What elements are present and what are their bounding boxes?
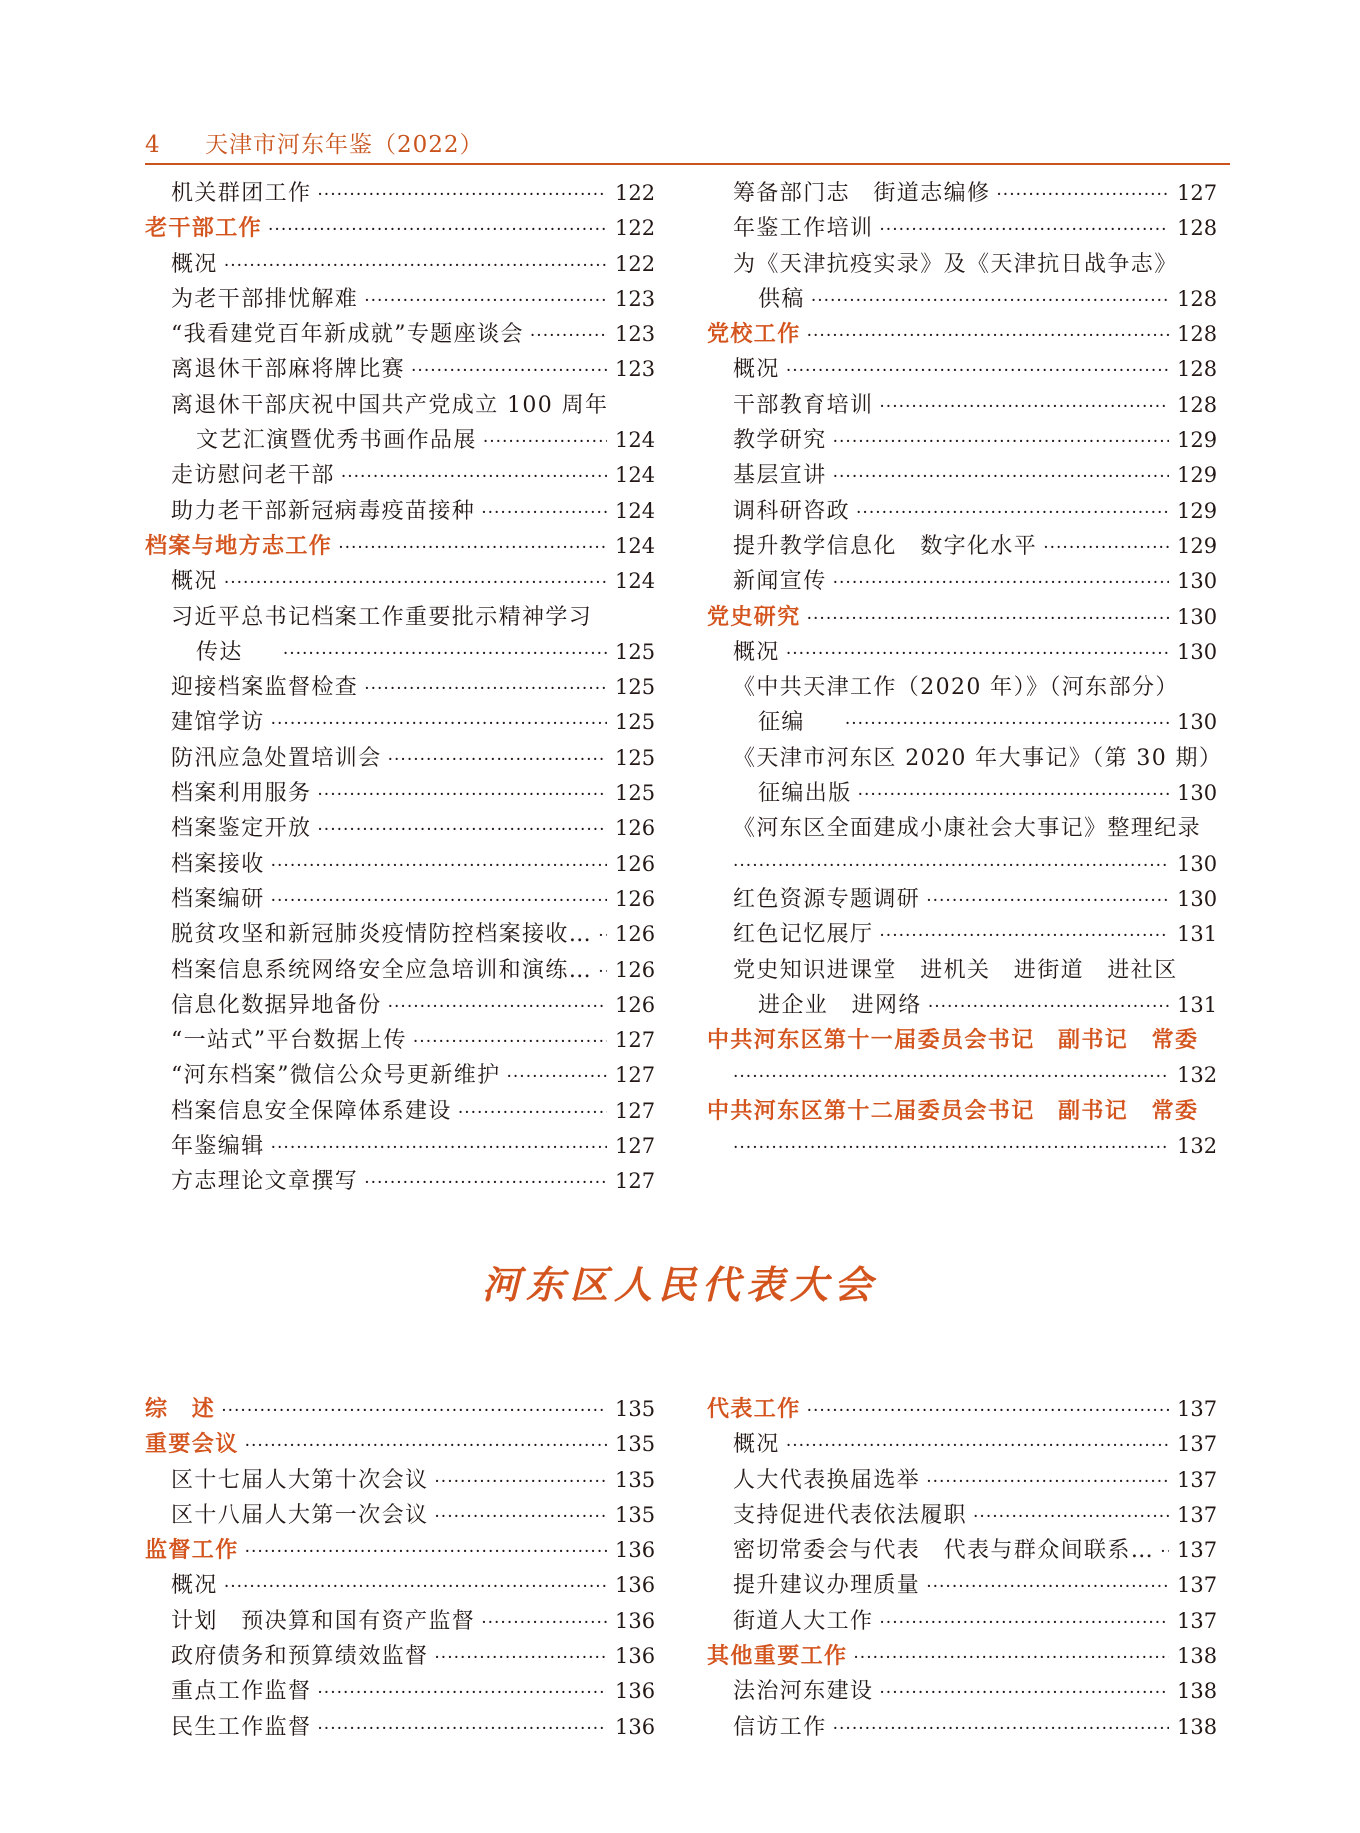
toc-leader-dots (733, 1060, 1169, 1095)
header-rule (145, 163, 1230, 165)
toc-page-number: 127 (615, 1098, 656, 1123)
toc-leader-dots (598, 919, 607, 954)
toc-entry (707, 670, 1217, 705)
toc-entry-title: 离退休干部麻将牌比赛 (171, 357, 406, 383)
toc-leader-dots (481, 1606, 607, 1641)
toc-page-number: 126 (615, 886, 656, 911)
toc-page-number: 138 (1177, 1679, 1218, 1704)
toc-leader-dots (858, 778, 1169, 813)
toc-entry (145, 176, 655, 211)
toc-entry-title: 概况 (171, 251, 218, 277)
toc-page-number: 123 (615, 322, 656, 347)
toc-entry-title: 习近平总书记档案工作重要批示精神学习 (171, 604, 593, 630)
toc-page-number: 129 (1177, 498, 1218, 523)
page-number: 4 (145, 132, 160, 158)
toc-entry-title: 《中共天津工作（2020 年）》（河东部分） (733, 675, 1179, 701)
toc-entry (145, 1094, 655, 1129)
toc-leader-dots (224, 566, 607, 601)
toc-page-number: 130 (1177, 851, 1218, 876)
toc-leader-dots (268, 213, 607, 248)
toc-leader-dots (733, 849, 1169, 884)
toc-leader-dots (807, 319, 1169, 354)
toc-entry (707, 811, 1217, 846)
toc-entry-title: 概况 (733, 1432, 780, 1458)
toc-entry (707, 1129, 1217, 1164)
toc-section-entry (145, 211, 655, 246)
toc-entry-title: 党校工作 (707, 321, 801, 348)
toc-leader-dots (434, 1465, 607, 1500)
toc-entry (145, 352, 655, 387)
toc-entry-title: 建馆学访 (171, 710, 265, 736)
toc-leader-dots (833, 425, 1169, 460)
toc-page-number: 136 (615, 1608, 656, 1633)
toc-entry-title: 街道人大工作 (733, 1608, 874, 1634)
toc-leader-dots (598, 955, 607, 990)
toc-leader-dots (973, 1500, 1169, 1535)
toc-entry-title: 综 述 (145, 1396, 216, 1422)
toc-entry-title: 筹备部门志 街道志编修 (733, 181, 991, 206)
toc-entry-title: 年鉴编辑 (171, 1134, 265, 1160)
toc-entry (707, 564, 1217, 599)
toc-entry (145, 1568, 655, 1603)
toc-leader-dots (245, 1535, 607, 1570)
toc-section-entry (145, 1427, 655, 1462)
toc-entry (145, 1058, 655, 1093)
toc-leader-dots (833, 460, 1169, 495)
toc-entry-title: 政府债务和预算绩效监督 (171, 1644, 429, 1670)
toc-entry-title: 概况 (733, 639, 780, 665)
toc-entry-title: 提升教学信息化 数字化水平 (733, 533, 1038, 559)
toc-leader-dots (530, 319, 607, 354)
toc-entry (707, 635, 1217, 670)
toc-page-number: 130 (1177, 781, 1218, 806)
toc-entry-title: 档案利用服务 (171, 781, 312, 807)
toc-entry (145, 1604, 655, 1639)
toc-entry-title: 文艺汇演暨优秀书画作品展 (196, 428, 477, 454)
toc-entry (707, 458, 1217, 493)
toc-entry (707, 176, 1217, 211)
toc-page-number: 126 (615, 957, 656, 982)
toc-entry (707, 494, 1217, 529)
toc-page-number: 128 (1177, 392, 1218, 417)
toc-leader-dots (483, 425, 607, 460)
toc-page-number: 137 (1177, 1432, 1218, 1457)
toc-entry (145, 1129, 655, 1164)
toc-entry-title: 年鉴工作培训 (733, 216, 874, 242)
toc-page-number: 136 (615, 1573, 656, 1598)
toc-page-number: 125 (615, 781, 656, 806)
toc-leader-dots (926, 884, 1169, 919)
toc-entry (145, 776, 655, 811)
toc-page-number: 125 (615, 675, 656, 700)
toc-section-entry (707, 600, 1217, 635)
toc-entry-title: 档案与地方志工作 (145, 532, 333, 559)
toc-entry-title: 信息化数据异地备份 (171, 992, 382, 1018)
toc-entry (145, 741, 655, 776)
toc-entry-title: 走访慰问老干部 (171, 463, 335, 489)
toc-leader-dots (458, 1096, 607, 1131)
toc-entry-title: 机关群团工作 (171, 181, 312, 206)
toc-entry (145, 917, 655, 952)
toc-leader-dots (271, 707, 607, 742)
toc-entry (145, 1710, 655, 1745)
toc-entry (145, 635, 655, 670)
toc-page-number: 124 (615, 498, 656, 523)
toc-entry-title: 进企业 进网络 (758, 992, 922, 1018)
toc-leader-dots (271, 849, 607, 884)
toc-entry (145, 423, 655, 458)
toc-column-left (145, 176, 655, 1200)
toc-entry-title: 防汛应急处置培训会 (171, 745, 382, 771)
toc-entry (145, 1463, 655, 1498)
toc-page-number: 130 (1177, 886, 1218, 911)
toc-entry (145, 705, 655, 740)
toc-entry (707, 847, 1217, 882)
toc-entry (707, 1710, 1217, 1745)
toc-page-number: 130 (1177, 710, 1218, 735)
toc-entry (707, 1427, 1217, 1462)
toc-page-number: 124 (615, 428, 656, 453)
toc-page-number: 136 (615, 1714, 656, 1739)
toc-leader-dots (879, 213, 1169, 248)
toc-column-right-part2 (707, 1392, 1217, 1745)
book-title: 天津市河东年鉴（2022） (205, 132, 484, 158)
toc-page-number: 130 (1177, 569, 1218, 594)
toc-entry (145, 1023, 655, 1058)
toc-leader-dots (245, 1429, 607, 1464)
toc-entry-title: 密切常委会与代表 代表与群众间联系… (733, 1538, 1155, 1564)
toc-page-number: 137 (1177, 1502, 1218, 1527)
toc-entry-title: 脱贫攻坚和新冠肺炎疫情防控档案接收… (171, 922, 593, 948)
toc-entry-title: 档案编研 (171, 886, 265, 912)
toc-page-number: 126 (615, 992, 656, 1017)
toc-page-number: 123 (615, 286, 656, 311)
toc-section-entry (145, 1392, 655, 1427)
toc-leader-dots (853, 1641, 1169, 1676)
toc-entry (145, 811, 655, 846)
running-header (145, 126, 1230, 159)
toc-leader-dots (388, 743, 607, 778)
toc-page-number: 122 (615, 251, 656, 276)
toc-leader-dots (807, 1394, 1169, 1429)
toc-page-number: 123 (615, 357, 656, 382)
toc-entry-title: 《河东区全面建成小康社会大事记》整理纪录 (733, 816, 1202, 842)
toc-entry (707, 247, 1217, 282)
toc-entry-title: 调科研咨政 (733, 498, 851, 524)
toc-page-number: 127 (615, 1063, 656, 1088)
toc-entry-title: 代表工作 (707, 1396, 801, 1422)
toc-entry-title: 人大代表换届选举 (733, 1467, 921, 1493)
toc-leader-dots (224, 1570, 607, 1605)
toc-leader-dots (879, 1676, 1169, 1711)
toc-leader-dots (926, 1570, 1169, 1605)
toc-page-number: 131 (1177, 992, 1218, 1017)
toc-entry (707, 705, 1217, 740)
toc-entry (145, 988, 655, 1023)
toc-leader-dots (411, 354, 607, 389)
toc-entry-title: 教学研究 (733, 428, 827, 454)
toc-entry-title: 信访工作 (733, 1714, 827, 1740)
toc-entry (707, 1533, 1217, 1568)
toc-entry-title: “我看建党百年新成就”专题座谈会 (171, 322, 524, 348)
toc-page-number: 137 (1177, 1573, 1218, 1598)
toc-leader-dots (338, 531, 607, 566)
toc-leader-dots (928, 990, 1169, 1025)
toc-entry-title: 提升建议办理质量 (733, 1573, 921, 1599)
toc-entry-title: 档案鉴定开放 (171, 816, 312, 842)
toc-page-number: 132 (1177, 1063, 1218, 1088)
toc-entry (145, 953, 655, 988)
toc-section-entry (707, 1392, 1217, 1427)
toc-leader-dots (317, 1712, 607, 1747)
toc-leader-dots (364, 672, 607, 707)
toc-column-right (707, 176, 1223, 1164)
toc-entry (145, 1674, 655, 1709)
toc-entry-title: 区十八届人大第一次会议 (171, 1502, 429, 1528)
toc-entry-title: 党史知识进课堂 进机关 进街道 进社区 (733, 957, 1178, 983)
toc-leader-dots (413, 1025, 607, 1060)
toc-leader-dots (786, 1429, 1169, 1464)
toc-entry-title: 红色资源专题调研 (733, 886, 921, 912)
toc-page-number: 137 (1177, 1538, 1218, 1563)
section-title: 河东区人民代表大会 (481, 1262, 878, 1307)
toc-leader-dots (733, 1131, 1169, 1166)
toc-page-number: 124 (615, 463, 656, 488)
toc-entry (145, 494, 655, 529)
toc-entry (707, 1568, 1217, 1603)
toc-leader-dots (317, 178, 607, 213)
toc-page-number: 136 (615, 1644, 656, 1669)
toc-section-entry (707, 317, 1217, 352)
toc-section-entry (145, 529, 655, 564)
toc-page-number: 136 (615, 1538, 656, 1563)
toc-entry (145, 600, 655, 635)
toc-page-number: 127 (615, 1134, 656, 1159)
toc-leader-dots (434, 1500, 607, 1535)
toc-page-number: 126 (615, 816, 656, 841)
toc-entry (145, 317, 655, 352)
toc-entry-title: 重要会议 (145, 1431, 239, 1458)
toc-entry (707, 1498, 1217, 1533)
toc-leader-dots (856, 496, 1169, 531)
toc-entry (145, 882, 655, 917)
toc-leader-dots (271, 884, 607, 919)
toc-leader-dots (283, 637, 607, 672)
toc-leader-dots (845, 707, 1169, 742)
toc-page-number: 138 (1177, 1644, 1218, 1669)
toc-entry-title: 其他重要工作 (707, 1643, 848, 1670)
toc-entry-title: 计划 预决算和国有资产监督 (171, 1608, 476, 1634)
toc-entry (707, 988, 1217, 1023)
toc-page-number: 135 (615, 1467, 656, 1492)
toc-entry-title: 征编出版 (758, 781, 852, 807)
toc-entry-title: 概况 (171, 569, 218, 595)
toc-entry (145, 282, 655, 317)
toc-entry-title: 为老干部排忧解难 (171, 286, 359, 312)
toc-leader-dots (224, 249, 607, 284)
toc-entry (707, 1058, 1217, 1093)
toc-leader-dots (996, 178, 1169, 213)
toc-leader-dots (879, 919, 1169, 954)
toc-entry (145, 388, 655, 423)
toc-leader-dots (879, 1606, 1169, 1641)
toc-entry-title: 概况 (171, 1573, 218, 1599)
toc-entry-title: 助力老干部新冠病毒疫苗接种 (171, 498, 476, 524)
toc-page-number: 130 (1177, 639, 1218, 664)
toc-entry-title: 迎接档案监督检查 (171, 675, 359, 701)
toc-leader-dots (811, 284, 1169, 319)
toc-entry-title: 中共河东区第十一届委员会书记 副书记 常委 (707, 1027, 1199, 1054)
toc-page-number: 127 (615, 1169, 656, 1194)
toc-entry (145, 847, 655, 882)
toc-leader-dots (388, 990, 607, 1025)
toc-leader-dots (481, 496, 607, 531)
toc-entry-title: 重点工作监督 (171, 1679, 312, 1705)
toc-leader-dots (271, 1131, 607, 1166)
toc-entry (707, 529, 1217, 564)
toc-entry (707, 882, 1217, 917)
toc-entry (145, 247, 655, 282)
toc-entry (707, 953, 1217, 988)
toc-page-number: 128 (1177, 286, 1218, 311)
toc-leader-dots (833, 566, 1169, 601)
toc-section-entry (707, 1639, 1217, 1674)
toc-entry-title: “一站式”平台数据上传 (171, 1028, 407, 1054)
toc-page-number: 126 (615, 851, 656, 876)
toc-entry-title: 档案信息系统网络安全应急培训和演练… (171, 957, 593, 983)
toc-page-number: 128 (1177, 322, 1218, 347)
toc-page-number: 137 (1177, 1397, 1218, 1421)
toc-page-number: 122 (615, 216, 656, 241)
toc-entry-title: 征编 (758, 710, 805, 736)
toc-page-number: 131 (1177, 922, 1218, 947)
toc-leader-dots (341, 460, 607, 495)
toc-entry (145, 670, 655, 705)
toc-entry-title: “河东档案”微信公众号更新维护 (171, 1063, 501, 1089)
toc-entry-title: 概况 (733, 357, 780, 383)
toc-page-number: 138 (1177, 1714, 1218, 1739)
toc-entry-title: 《天津市河东区 2020 年大事记》（第 30 期） (733, 745, 1223, 771)
toc-entry (145, 1164, 655, 1199)
toc-page-number: 127 (1177, 181, 1218, 205)
toc-entry (707, 776, 1217, 811)
toc-leader-dots (434, 1641, 607, 1676)
toc-page-number: 137 (1177, 1467, 1218, 1492)
toc-page-number: 135 (615, 1432, 656, 1457)
toc-page-number: 125 (615, 710, 656, 735)
toc-entry-title: 离退休干部庆祝中国共产党成立 100 周年 (171, 392, 609, 418)
toc-leader-dots (786, 354, 1169, 389)
toc-entry-title: 档案信息安全保障体系建设 (171, 1098, 452, 1124)
toc-entry-title: 传达 (196, 639, 243, 665)
toc-page-number: 126 (615, 922, 656, 947)
toc-entry-title: 党史研究 (707, 603, 801, 630)
toc-entry (707, 282, 1217, 317)
toc-page-number: 137 (1177, 1608, 1218, 1633)
toc-leader-dots (317, 778, 607, 813)
toc-entry (707, 1604, 1217, 1639)
toc-column-left-part2 (145, 1392, 655, 1745)
toc-page-number: 124 (615, 533, 656, 558)
toc-entry (145, 1498, 655, 1533)
toc-entry-title: 法治河东建设 (733, 1679, 874, 1705)
toc-entry (707, 1674, 1217, 1709)
toc-page-number: 135 (615, 1502, 656, 1527)
toc-entry (707, 741, 1223, 776)
toc-page-number: 135 (615, 1397, 656, 1421)
toc-entry-title: 供稿 (758, 286, 805, 312)
toc-page-number: 128 (1177, 216, 1218, 241)
toc-leader-dots (317, 813, 607, 848)
toc-leader-dots (879, 390, 1169, 425)
toc-page-number: 129 (1177, 463, 1218, 488)
toc-entry-title: 区十七届人大第十次会议 (171, 1467, 429, 1493)
toc-page-number: 136 (615, 1679, 656, 1704)
toc-leader-dots (807, 602, 1169, 637)
toc-leader-dots (317, 1676, 607, 1711)
toc-entry-title: 监督工作 (145, 1537, 239, 1564)
toc-entry (707, 388, 1217, 423)
toc-page-number: 130 (1177, 604, 1218, 629)
toc-entry-title: 老干部工作 (145, 215, 263, 242)
toc-leader-dots (364, 1166, 607, 1201)
toc-entry-title: 新闻宣传 (733, 569, 827, 595)
toc-leader-dots (786, 637, 1169, 672)
toc-entry-title: 干部教育培训 (733, 392, 874, 418)
toc-entry-title: 支持促进代表依法履职 (733, 1502, 968, 1528)
toc-page-number: 125 (615, 639, 656, 664)
toc-entry-title: 方志理论文章撰写 (171, 1169, 359, 1195)
toc-entry (145, 458, 655, 493)
toc-section-entry (145, 1533, 655, 1568)
toc-page-number: 129 (1177, 533, 1218, 558)
toc-entry (707, 423, 1217, 458)
toc-entry-title: 为《天津抗疫实录》及《天津抗日战争志》 (733, 251, 1178, 277)
toc-leader-dots (221, 1394, 607, 1429)
toc-leader-dots (507, 1060, 608, 1095)
toc-page-number: 122 (615, 181, 656, 205)
toc-entry-title: 中共河东区第十二届委员会书记 副书记 常委 (707, 1097, 1199, 1124)
toc-page-number: 125 (615, 745, 656, 770)
toc-leader-dots (1043, 531, 1169, 566)
toc-entry (707, 1463, 1217, 1498)
toc-leader-dots (1160, 1535, 1169, 1570)
toc-page-number: 128 (1177, 357, 1218, 382)
toc-leader-dots (364, 284, 607, 319)
toc-entry (707, 352, 1217, 387)
toc-page-number: 124 (615, 569, 656, 594)
toc-entry (145, 1639, 655, 1674)
toc-leader-dots (926, 1465, 1169, 1500)
toc-page-number: 129 (1177, 428, 1218, 453)
toc-section-entry (707, 1094, 1217, 1129)
toc-page-number: 127 (615, 1028, 656, 1053)
toc-entry-title: 基层宣讲 (733, 463, 827, 489)
toc-entry-title: 红色记忆展厅 (733, 922, 874, 948)
toc-entry (707, 211, 1217, 246)
toc-leader-dots (833, 1712, 1169, 1747)
toc-page-number: 132 (1177, 1134, 1218, 1159)
toc-entry (145, 564, 655, 599)
toc-entry-title: 民生工作监督 (171, 1714, 312, 1740)
toc-entry-title: 档案接收 (171, 851, 265, 877)
toc-entry (707, 917, 1217, 952)
toc-section-entry (707, 1023, 1217, 1058)
